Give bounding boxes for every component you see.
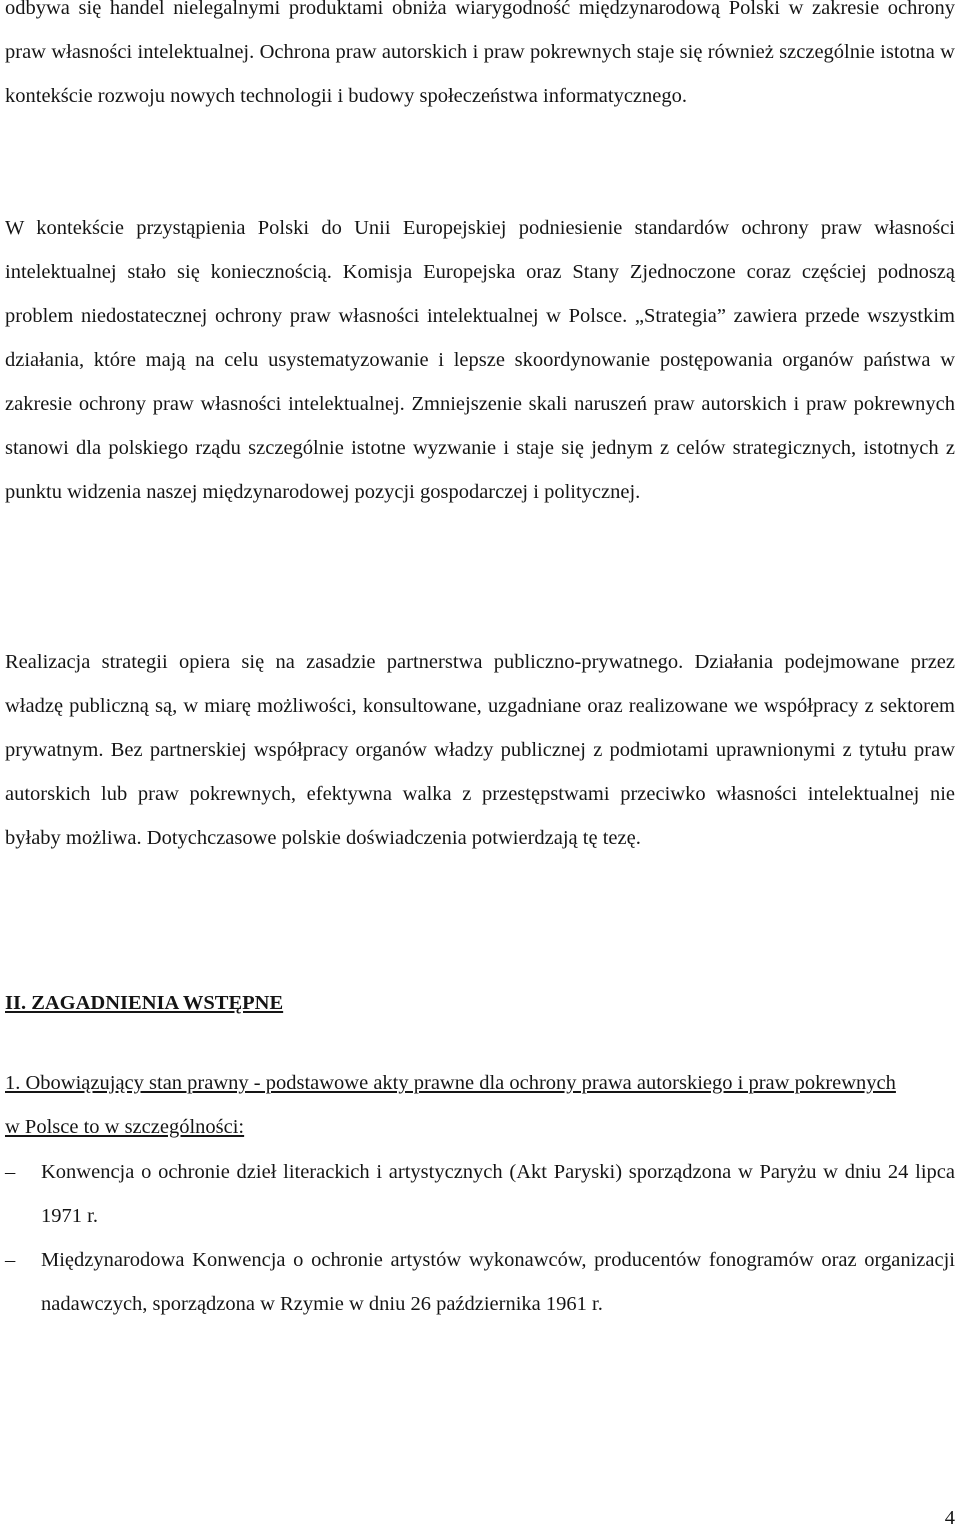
paragraph-partnership: Realizacja strategii opiera się na zasadzie partnerstwa publiczno-prywatnego. Działania podejmowane przez władzę publiczną są, w miarę możliwości, konsultowane, uzgadniane oraz realizowane we współpracy z sektorem prywatnym. Bez partnerskiej współpracy organów władzy publicznej z podmiotami uprawnionymi z tytułu praw autorskich lub praw pokrewnych, efektywna walka z przestępstwami przeciwko własności intelektualnej nie byłaby możliwa. Dotychczasowe polskie doświadczenia potwierdzają tę tezę. — [5, 651, 955, 849]
dash-bullet: – — [5, 1161, 16, 1183]
page-number: 4 — [944, 1507, 955, 1529]
section-heading: II. ZAGADNIENIA WSTĘPNE — [5, 992, 284, 1014]
list-item-text: Międzynarodowa Konwencja o ochronie artystów wykonawców, producentów fonogramów oraz organizacji nadawczych, sporządzona w Rzymie w dniu 26 października 1961 r. — [41, 1249, 955, 1315]
legal-acts-list — [5, 1150, 955, 1326]
section-subheading: 1. Obowiązujący stan prawny - podstawowe akty prawne dla ochrony prawa autorskiego i praw pokrewnych w Polsce to w szczególności: — [5, 1072, 896, 1138]
dash-bullet: – — [5, 1249, 16, 1271]
paragraph-intro: odbywa się handel nielegalnymi produktami obniża wiarygodność międzynarodową Polski w zakresie ochrony praw własności intelektualnej. Ochrona praw autorskich i praw pokrewnych staje się również szczególnie istotna w kontekście rozwoju nowych technologii i budowy społeczeństwa informatycznego. — [5, 0, 955, 107]
list-item — [5, 1238, 955, 1326]
list-item — [5, 1150, 955, 1238]
paragraph-eu-accession: W kontekście przystąpienia Polski do Unii Europejskiej podniesienie standardów ochrony praw własności intelektualnej stało się koniecznością. Komisja Europejska oraz Stany Zjednoczone coraz częściej podnoszą problem niedostatecznej ochrony praw własności intelektualnej w Polsce. „Strategia” zawiera przede wszystkim działania, które mają na celu usystematyzowanie i lepsze skoordynowanie postępowania organów państwa w zakresie ochrony praw własności intelektualnej. Zmniejszenie skali naruszeń praw autorskich i praw pokrewnych stanowi dla polskiego rządu szczególnie istotne wyzwanie i staje się jednym z celów strategicznych, istotnych z punktu widzenia naszej międzynarodowej pozycji gospodarczej i politycznej. — [5, 217, 955, 503]
list-item-text: Konwencja o ochronie dzieł literackich i artystycznych (Akt Paryski) sporządzona w Paryżu w dniu 24 lipca 1971 r. — [41, 1161, 955, 1227]
